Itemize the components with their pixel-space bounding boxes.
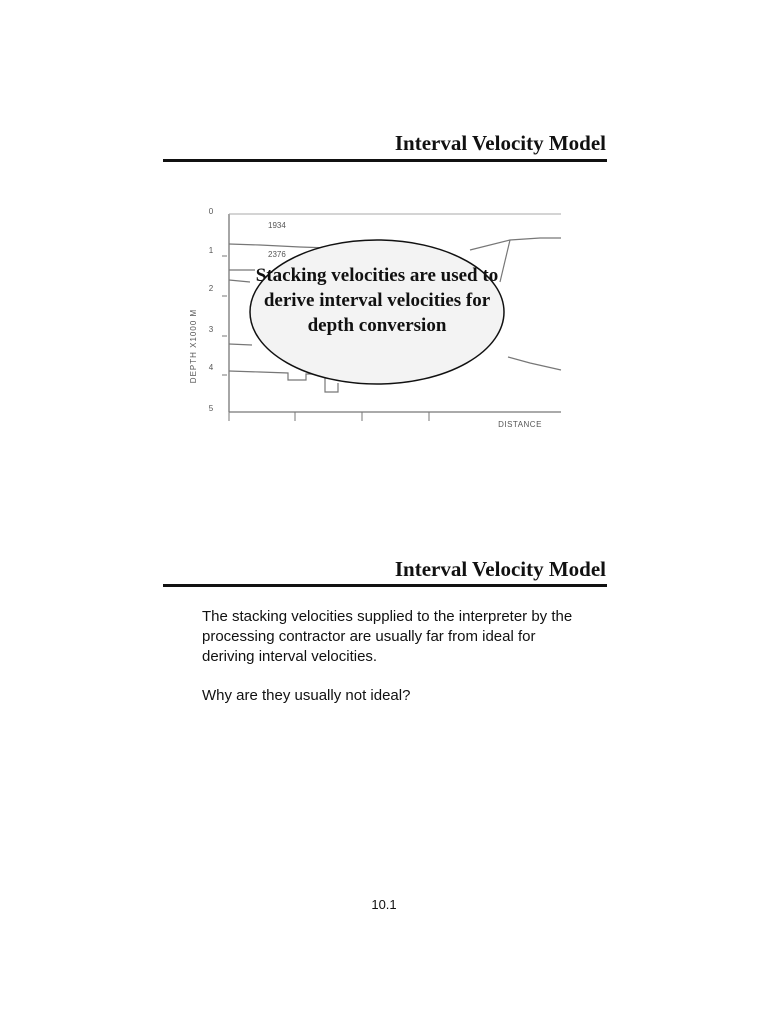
layer-boundary-4: [229, 344, 252, 345]
interval-velocity-figure: [0, 0, 768, 460]
x-tick-marks: [229, 412, 429, 421]
slide-title: Interval Velocity Model: [394, 131, 606, 155]
title-underline: [163, 584, 607, 587]
y-tick-label: 1: [208, 246, 214, 255]
slide-title: Interval Velocity Model: [394, 557, 606, 581]
y-tick-label: 2: [208, 284, 214, 293]
layer-velocity-label: 2376: [268, 250, 286, 259]
layer-boundary-3: [229, 280, 250, 282]
y-tick-label: 5: [208, 404, 214, 413]
body-paragraph: The stacking velocities supplied to the interpreter by the processing contractor are usually far from ideal for deriving interval velocities.: [202, 608, 573, 665]
y-tick-label: 0: [208, 207, 214, 216]
layer-boundary-5: [229, 371, 318, 380]
layer-velocity-label: 1934: [268, 221, 286, 230]
y-tick-label: 3: [208, 325, 214, 334]
x-axis-label: DISTANCE: [498, 420, 542, 429]
y-tick-marks: [222, 256, 227, 375]
callout-text: Stacking velocities are used to derive interval velocities for depth conversion: [255, 265, 499, 336]
layer-boundary-4: [508, 357, 561, 370]
y-tick-label: 4: [208, 363, 214, 372]
body-question: Why are they usually not ideal?: [202, 687, 411, 704]
layer-boundary-1: [470, 238, 561, 250]
y-axis-label: DEPTH X1000 M: [189, 308, 198, 384]
page-number: 10.1: [371, 897, 397, 912]
